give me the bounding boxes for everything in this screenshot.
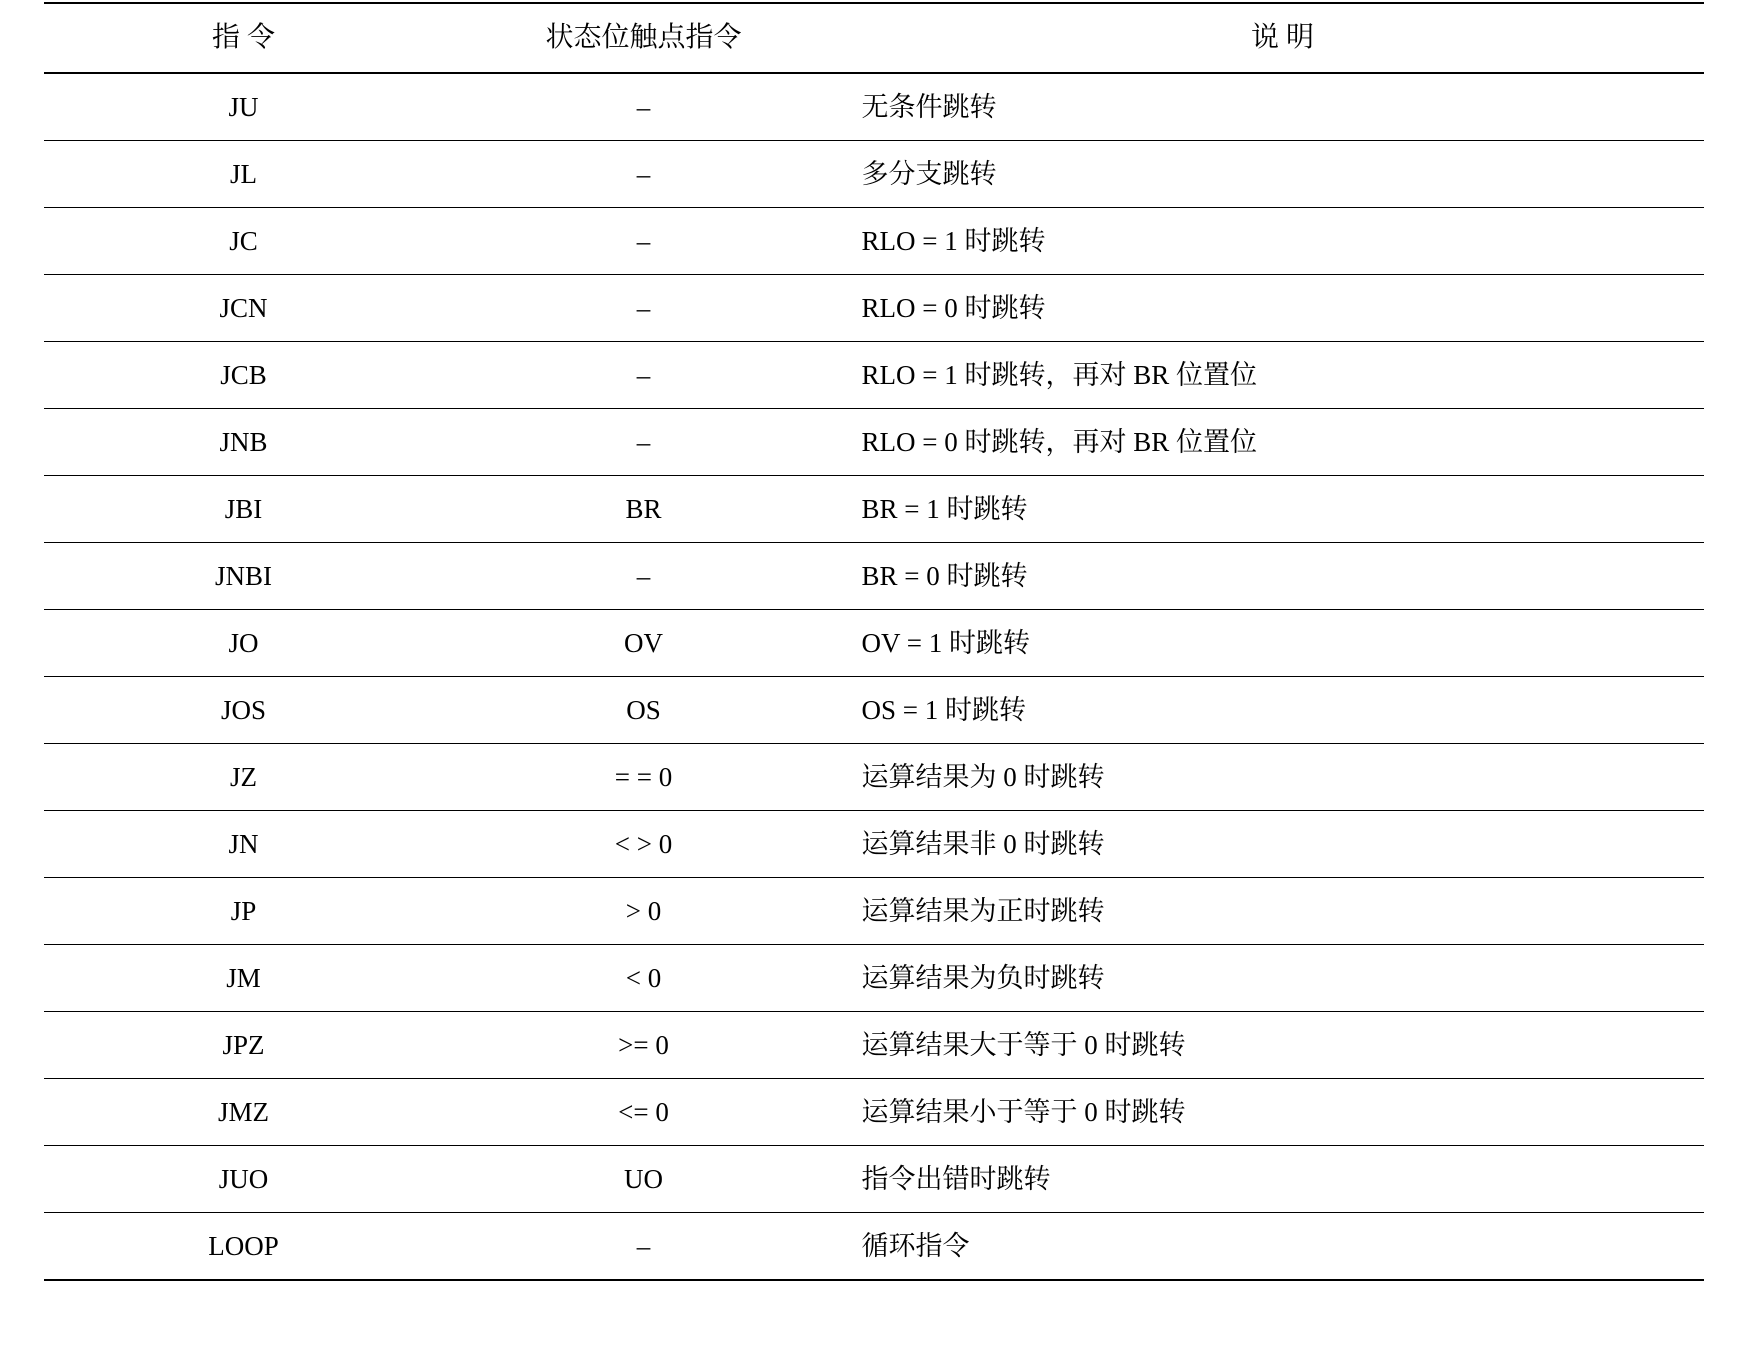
table-row — [44, 945, 1704, 1012]
cell-status-bit: OV — [444, 610, 844, 677]
cell-description: OV = 1 时跳转 — [844, 610, 1704, 677]
cell-description: RLO = 1 时跳转，再对 BR 位置位 — [844, 342, 1704, 409]
cell-status-bit: OS — [444, 677, 844, 744]
cell-status-bit: – — [444, 275, 844, 342]
column-header-status-bit: 状态位触点指令 — [444, 3, 844, 73]
table-row — [44, 1012, 1704, 1079]
cell-status-bit: – — [444, 73, 844, 141]
cell-instruction: JL — [44, 141, 444, 208]
cell-description: RLO = 0 时跳转，再对 BR 位置位 — [844, 409, 1704, 476]
cell-instruction: JOS — [44, 677, 444, 744]
cell-status-bit: – — [444, 342, 844, 409]
document-page — [0, 2, 1747, 1347]
cell-status-bit: – — [444, 543, 844, 610]
cell-status-bit: > 0 — [444, 878, 844, 945]
table-row — [44, 476, 1704, 543]
table-row — [44, 744, 1704, 811]
cell-status-bit: < > 0 — [444, 811, 844, 878]
cell-status-bit: – — [444, 141, 844, 208]
table-body — [44, 73, 1704, 1280]
cell-description: BR = 1 时跳转 — [844, 476, 1704, 543]
cell-instruction: LOOP — [44, 1213, 444, 1281]
cell-instruction: JMZ — [44, 1079, 444, 1146]
table-row — [44, 878, 1704, 945]
table-row — [44, 677, 1704, 744]
cell-status-bit: <= 0 — [444, 1079, 844, 1146]
cell-description: BR = 0 时跳转 — [844, 543, 1704, 610]
cell-description: 多分支跳转 — [844, 141, 1704, 208]
cell-instruction: JBI — [44, 476, 444, 543]
table-row — [44, 610, 1704, 677]
cell-instruction: JU — [44, 73, 444, 141]
cell-status-bit: – — [444, 409, 844, 476]
cell-status-bit: < 0 — [444, 945, 844, 1012]
cell-description: OS = 1 时跳转 — [844, 677, 1704, 744]
cell-status-bit: UO — [444, 1146, 844, 1213]
cell-instruction: JNBI — [44, 543, 444, 610]
cell-instruction: JM — [44, 945, 444, 1012]
cell-description: 运算结果非 0 时跳转 — [844, 811, 1704, 878]
cell-description: RLO = 1 时跳转 — [844, 208, 1704, 275]
table-header-row — [44, 3, 1704, 73]
cell-status-bit: >= 0 — [444, 1012, 844, 1079]
cell-instruction: JN — [44, 811, 444, 878]
cell-instruction: JO — [44, 610, 444, 677]
table-row — [44, 1213, 1704, 1281]
cell-description: 运算结果大于等于 0 时跳转 — [844, 1012, 1704, 1079]
column-header-instruction: 指 令 — [44, 3, 444, 73]
table-row — [44, 141, 1704, 208]
cell-status-bit: – — [444, 208, 844, 275]
table-header — [44, 3, 1704, 73]
cell-status-bit: = = 0 — [444, 744, 844, 811]
cell-description: 运算结果为负时跳转 — [844, 945, 1704, 1012]
cell-description: 无条件跳转 — [844, 73, 1704, 141]
cell-description: 运算结果小于等于 0 时跳转 — [844, 1079, 1704, 1146]
table-row — [44, 342, 1704, 409]
cell-description: 运算结果为 0 时跳转 — [844, 744, 1704, 811]
cell-instruction: JPZ — [44, 1012, 444, 1079]
table-row — [44, 811, 1704, 878]
table-row — [44, 1079, 1704, 1146]
column-header-description: 说 明 — [844, 3, 1704, 73]
cell-description: 运算结果为正时跳转 — [844, 878, 1704, 945]
cell-status-bit: BR — [444, 476, 844, 543]
cell-instruction: JNB — [44, 409, 444, 476]
cell-description: 指令出错时跳转 — [844, 1146, 1704, 1213]
cell-instruction: JCB — [44, 342, 444, 409]
cell-description: 循环指令 — [844, 1213, 1704, 1281]
table-row — [44, 1146, 1704, 1213]
cell-instruction: JCN — [44, 275, 444, 342]
table-row — [44, 543, 1704, 610]
cell-status-bit: – — [444, 1213, 844, 1281]
cell-instruction: JP — [44, 878, 444, 945]
jump-instructions-table — [44, 2, 1704, 1281]
cell-description: RLO = 0 时跳转 — [844, 275, 1704, 342]
cell-instruction: JUO — [44, 1146, 444, 1213]
table-row — [44, 73, 1704, 141]
cell-instruction: JC — [44, 208, 444, 275]
table-row — [44, 275, 1704, 342]
table-row — [44, 409, 1704, 476]
cell-instruction: JZ — [44, 744, 444, 811]
table-row — [44, 208, 1704, 275]
